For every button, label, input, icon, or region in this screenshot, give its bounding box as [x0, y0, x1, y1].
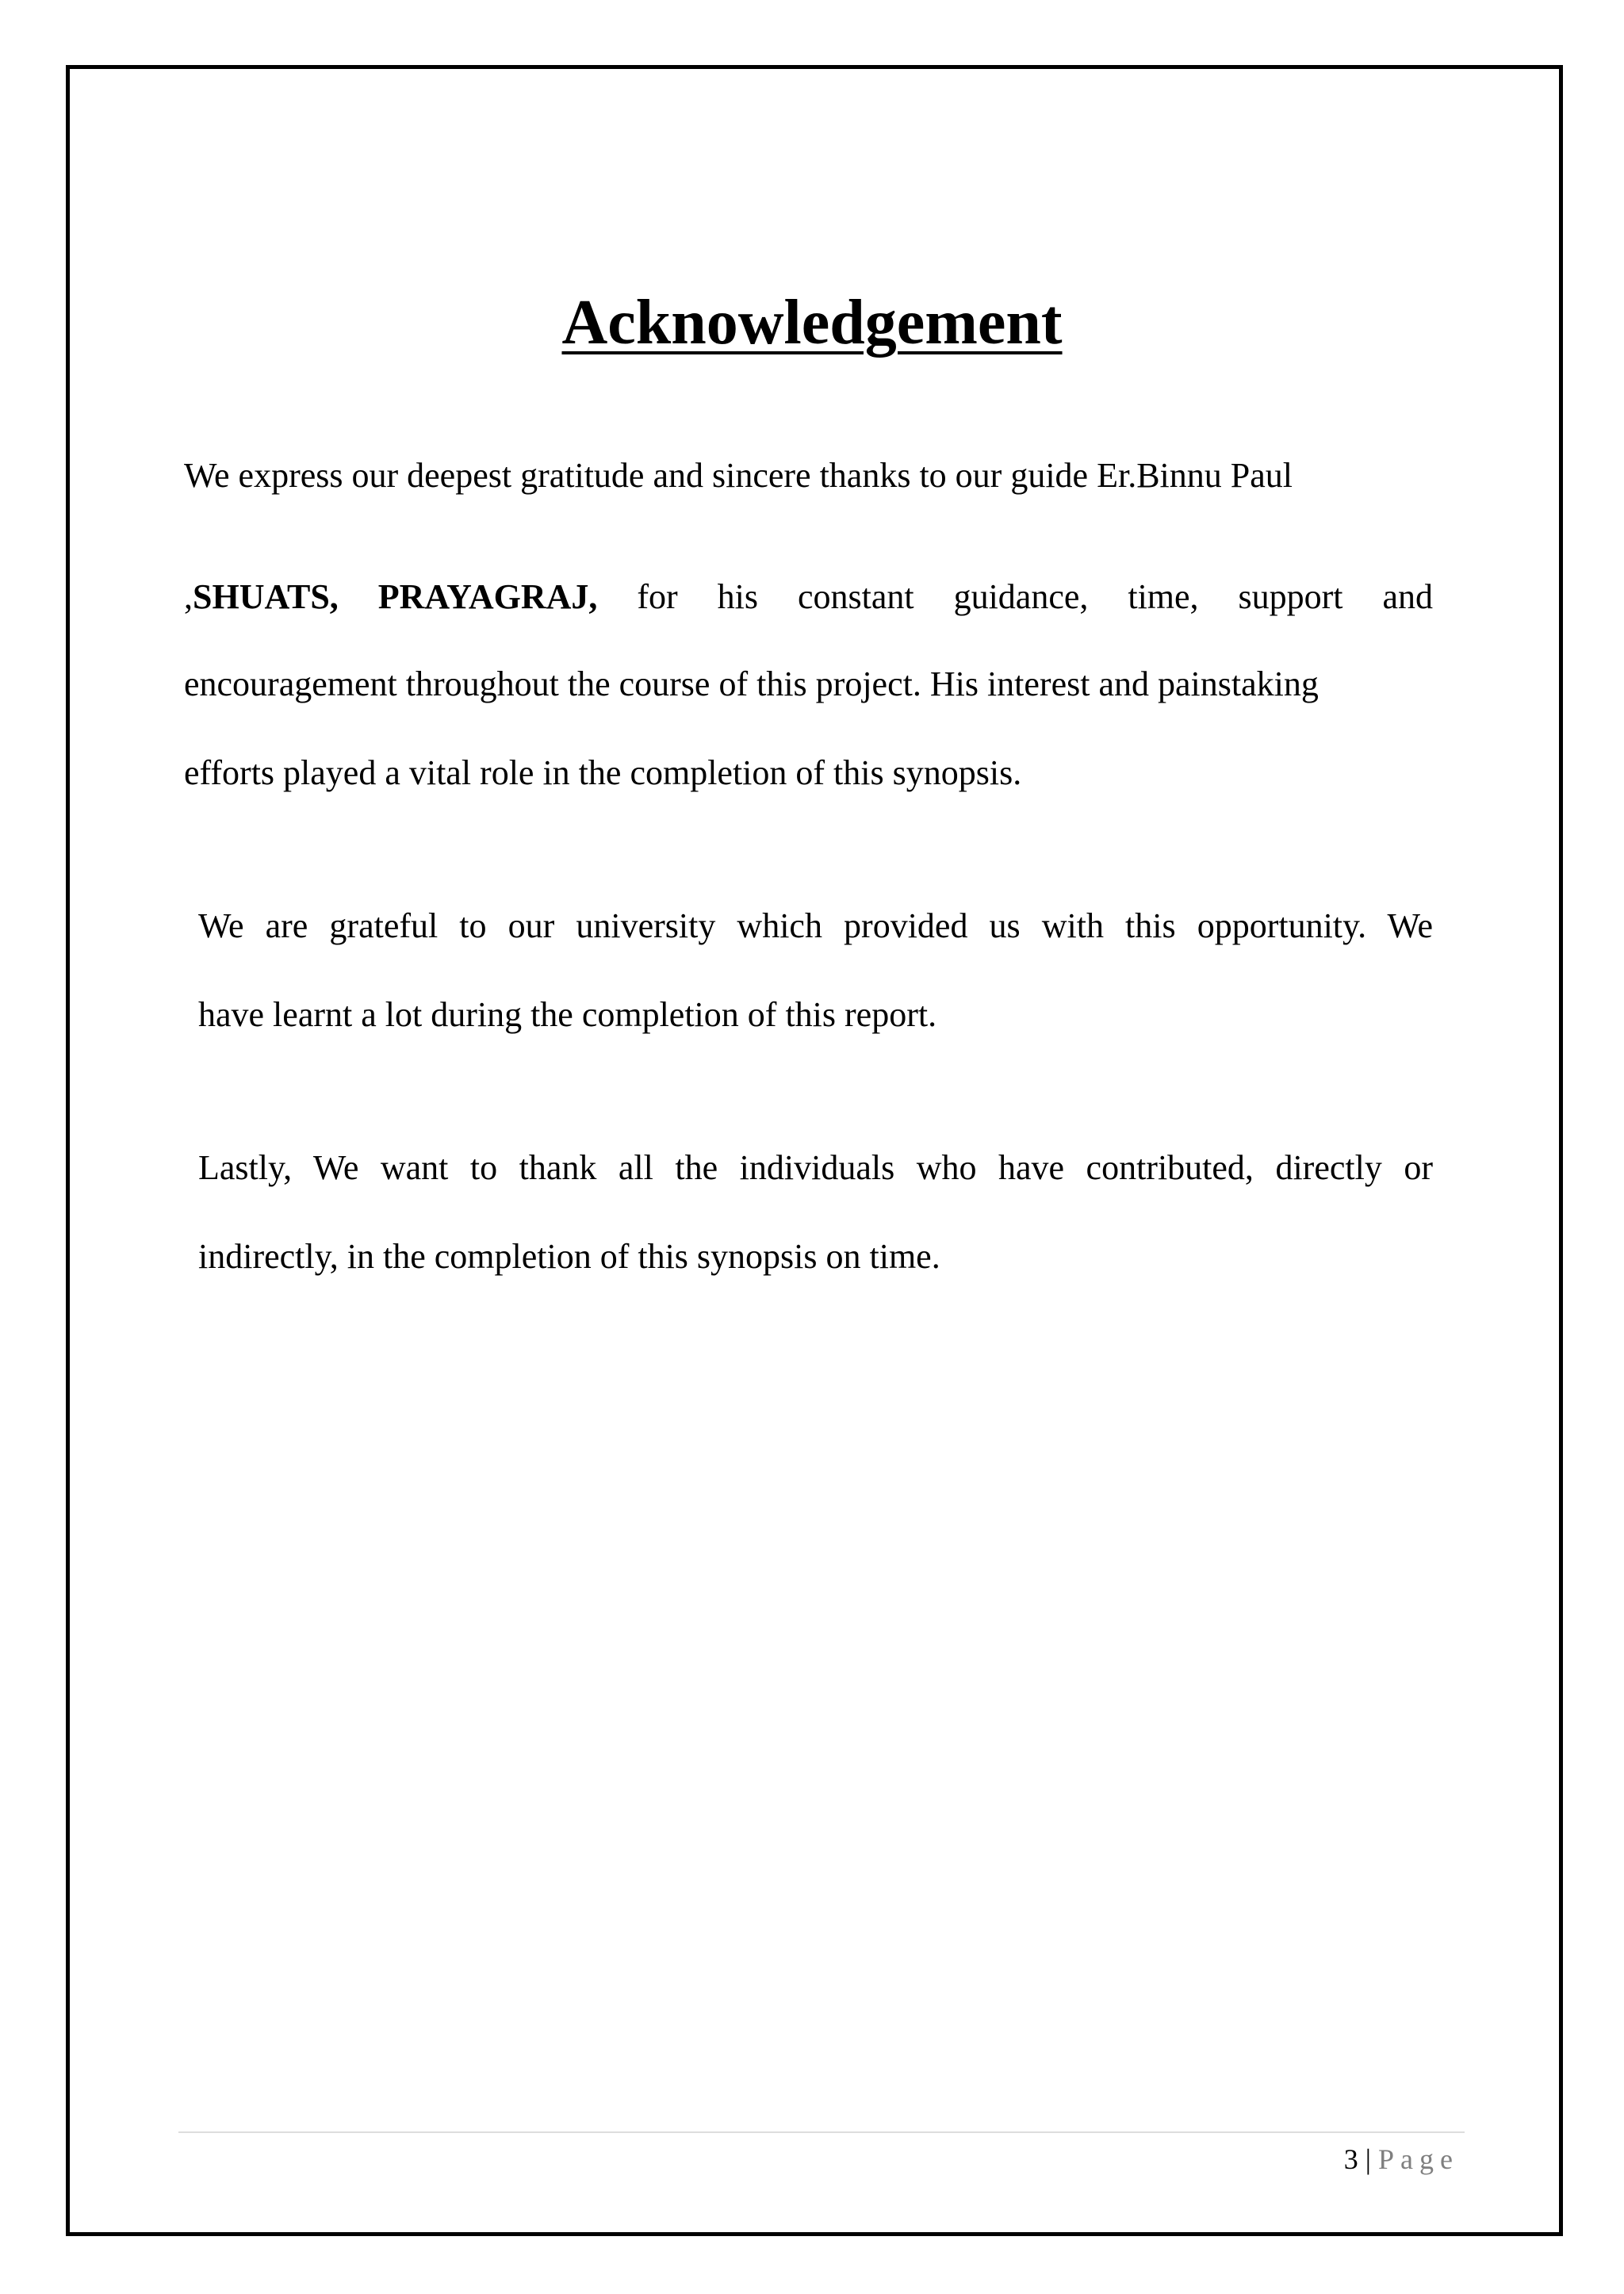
- paragraph-1-line-4: efforts played a vital role in the completion of this synopsis.: [184, 753, 1022, 792]
- page-title: Acknowledgement: [561, 288, 1063, 358]
- page-footer: [1344, 2139, 1459, 2179]
- paragraph-1-line-2: [184, 573, 1433, 621]
- paragraph-3-line-2: indirectly, in the completion of this synopsis on time.: [198, 1237, 940, 1276]
- institution-name: SHUATS, PRAYAGRAJ,: [193, 577, 598, 616]
- footer-divider: [178, 2131, 1465, 2133]
- paragraph-2-line-2: have learnt a lot during the completion of this report.: [198, 995, 937, 1034]
- paragraph-2-line-1: We are grateful to our university which provided us with this opportunity. We: [198, 906, 1433, 945]
- footer-separator: |: [1365, 2143, 1372, 2175]
- paragraph-3-line-1: Lastly, We want to thank all the individuals who have contributed, directly or: [198, 1148, 1433, 1187]
- page-number: 3: [1343, 2143, 1358, 2175]
- paragraph-1-line-1: We express our deepest gratitude and sincere thanks to our guide Er.Binnu Paul: [184, 456, 1293, 495]
- paragraph-1-line-2-rest: for his constant guidance, time, support and: [597, 577, 1433, 616]
- paragraph-1-line-2-prefix: ,: [184, 577, 193, 616]
- page-label: Page: [1378, 2143, 1459, 2175]
- paragraph-1-line-3: encouragement throughout the course of this project. His interest and painstaking: [184, 664, 1319, 703]
